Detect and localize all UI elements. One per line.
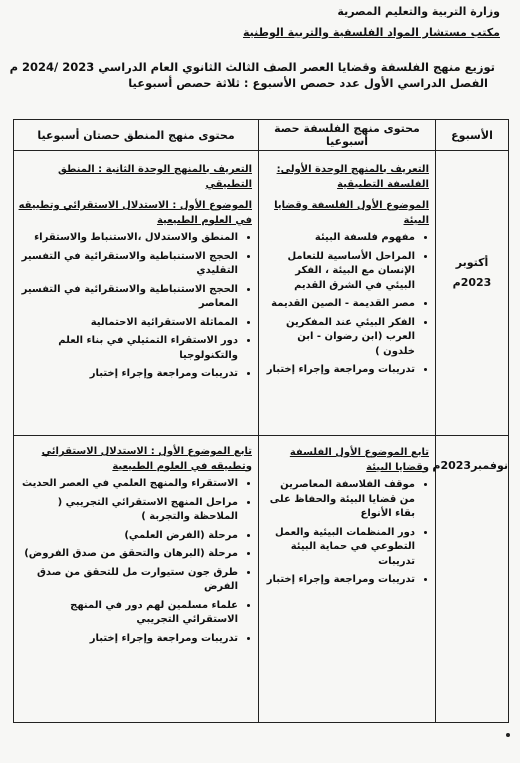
list-item: • تدريبات ومراجعة وإجراء إختبار: [263, 573, 415, 588]
list-item: • مراحل المنهج الاستقرائي التجريبي ( الملاحظة والتجربة ): [18, 496, 238, 525]
week-label: نوفمبر2023م: [432, 459, 508, 472]
column-header-logic: محتوى منهج المنطق حصتان أسبوعيا: [14, 120, 259, 151]
unit-name: الفلسفة التطبيقية: [337, 178, 429, 190]
list-item: • تدريبات ومراجعة وإجراء إختبار: [18, 632, 238, 647]
curriculum-table: [13, 119, 509, 723]
topic-title: تابع الموضوع الأول : الاستدلال الاستقرائي وتطبيقه في العلوم الطبيعية: [41, 446, 252, 472]
list-item: • دور الاستقراء التمثيلي في بناء العلم والتكنولوجيا: [18, 334, 238, 363]
list-item: • المماثلة الاستقرائية الاحتمالية: [18, 316, 238, 331]
topic-title: الموضوع الأول : الاستدلال الاستقرائي وتطبيقه في العلوم الطبيعية: [18, 200, 252, 226]
week-cell: [436, 151, 509, 436]
list-item: • الحجج الاستنباطية والاستقرائية في التفسير المعاصر: [18, 283, 238, 312]
column-header-week: الأسبوع: [436, 120, 509, 151]
list-item: • مفهوم فلسفة البيئة: [263, 231, 415, 246]
week-year: 2023م: [452, 275, 492, 289]
unit-intro: التعريف بالمنهج الوحدة الأولى:: [276, 164, 429, 175]
logic-cell: [14, 436, 259, 723]
document-title: توزيع منهج الفلسفة وقضايا العصر الصف الثالث الثانوي العام الدراسي 2023 /2024 م: [9, 60, 495, 74]
office-name: مكتب مستشار المواد الفلسفية والتربية الوطنية: [243, 26, 500, 39]
philosophy-cell: [259, 436, 436, 723]
list-item: • تدريبات ومراجعة وإجراء إختبار: [263, 363, 415, 378]
list-item: • مصر القديمة - الصين القديمة: [263, 297, 415, 312]
list-item: • دور المنظمات البيئية والعمل التطوعي في حماية البيئة تدريبات: [263, 526, 415, 570]
list-item: • المنطق والاستدلال ،الاستنباط والاستقراء: [18, 231, 238, 246]
list-item: • طرق جون ستيوارت مل للتحقق من صدق الفرض: [18, 566, 238, 595]
logic-cell: [14, 151, 259, 436]
list-item: • مرحلة (الفرض العلمي): [18, 529, 238, 544]
column-header-philosophy: محتوى منهج الفلسفة حصة أسبوعيا: [259, 120, 436, 151]
unit-intro: التعريف بالمنهج الوحدة الثانية : المنطق التطبيقي: [57, 164, 252, 190]
page-mark: [506, 733, 510, 737]
list-item: • الاستقراء والمنهج العلمي في العصر الحديث: [18, 477, 238, 492]
table-header-row: [14, 120, 509, 151]
list-item: • الحجج الاستنباطية والاستقرائية في التفسير التقليدي: [18, 250, 238, 279]
list-item: • تدريبات ومراجعة وإجراء إختبار: [18, 367, 238, 382]
philosophy-cell: [259, 151, 436, 436]
document-subtitle: الفصل الدراسي الأول عدد حصص الأسبوع : ثلاثة حصص أسبوعيا: [128, 76, 488, 90]
list-item: • مرحلة (البرهان والتحقق من صدق الفروض): [18, 547, 238, 562]
ministry-name: وزارة التربية والتعليم المصرية: [337, 5, 500, 18]
week-cell: [432, 436, 509, 723]
table-row: [14, 436, 509, 723]
list-item: • علماء مسلمين لهم دور في المنهج الاستقرائي التجريبي: [18, 599, 238, 628]
table-row: [14, 151, 509, 436]
topic-title: الموضوع الأول الفلسفة وقضايا البيئة: [274, 200, 429, 226]
week-month: أكتوبر: [455, 256, 489, 269]
list-item: • الفكر البيئي عند المفكرين العرب (ابن رضوان - ابن خلدون ): [263, 316, 415, 360]
list-item: • موقف الفلاسفة المعاصرين من قضايا البيئة والحفاظ على بقاء الأنواع: [263, 478, 415, 522]
topic-title: تابع الموضوع الأول الفلسفة وقضايا البيئة: [289, 447, 429, 473]
list-item: • المراحل الأساسية للتعامل الإنسان مع البيئة ، الفكر البيئي في الشرق القديم: [263, 250, 415, 294]
